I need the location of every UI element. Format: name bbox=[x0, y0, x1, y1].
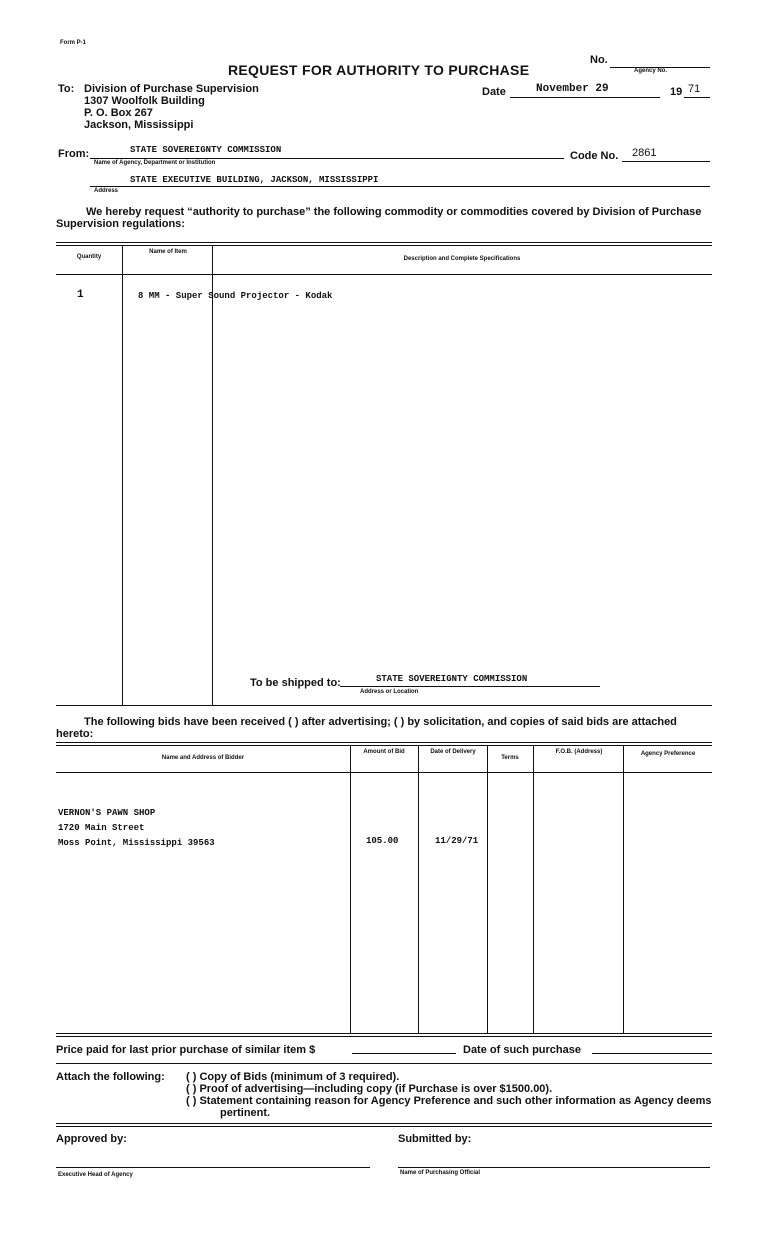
ship-underline bbox=[340, 686, 600, 687]
item-quantity: 1 bbox=[77, 289, 84, 301]
bids-col-divider-3 bbox=[487, 745, 488, 1033]
attach-list bbox=[186, 1071, 714, 1119]
bids-col-divider-2 bbox=[418, 745, 419, 1033]
year-underline bbox=[684, 97, 710, 98]
footer-rule-2 bbox=[56, 1123, 712, 1127]
from-label: From: bbox=[58, 148, 90, 160]
to-line: Jackson, Mississippi bbox=[84, 119, 194, 131]
name-header: Name of Item bbox=[149, 249, 187, 255]
bidder-line: Moss Point, Mississippi 39563 bbox=[58, 838, 215, 848]
attach-item-statement: ( ) Statement containing reason for Agency Preference and such other information as Agency deems pertinent. bbox=[186, 1095, 712, 1119]
submitted-signature-line bbox=[398, 1167, 710, 1168]
items-col-divider-1 bbox=[122, 245, 123, 705]
from-value: STATE SOVEREIGNTY COMMISSION bbox=[130, 145, 282, 155]
attach-label: Attach the following: bbox=[56, 1071, 165, 1083]
items-header-rule bbox=[56, 274, 712, 275]
prior-price-label: Price paid for last prior purchase of similar item $ bbox=[56, 1044, 316, 1056]
bids-col-divider-4 bbox=[533, 745, 534, 1033]
terms-header: Terms bbox=[501, 755, 519, 761]
prior-date-underline bbox=[592, 1053, 712, 1054]
to-address bbox=[84, 83, 259, 131]
to-line: Division of Purchase Supervision bbox=[84, 83, 259, 95]
to-label: To: bbox=[58, 83, 75, 95]
approved-caption: Executive Head of Agency bbox=[58, 1172, 133, 1178]
preference-header: Agency Preference bbox=[640, 751, 696, 757]
from-underline bbox=[90, 158, 564, 159]
no-label: No. bbox=[590, 54, 608, 66]
address-value: STATE EXECUTIVE BUILDING, JACKSON, MISSISSIPPI bbox=[130, 175, 379, 185]
to-line: 1307 Woolfolk Building bbox=[84, 95, 205, 107]
bids-bottom-rule bbox=[56, 1033, 712, 1037]
bid-delivery-date: 11/29/71 bbox=[435, 836, 479, 846]
ship-caption: Address or Location bbox=[360, 689, 419, 695]
items-bottom-rule bbox=[56, 705, 712, 706]
bid-amount: 105.00 bbox=[366, 836, 399, 846]
agency-no-label: Agency No. bbox=[634, 68, 668, 74]
request-text: We hereby request “authority to purchase” the following commodity or commodities covered by Division of Purchase Supervision regulations: bbox=[56, 206, 702, 230]
bidder-name-address bbox=[58, 806, 215, 851]
bids-col-divider-5 bbox=[623, 745, 624, 1033]
ship-value: STATE SOVEREIGNTY COMMISSION bbox=[376, 674, 528, 684]
ship-label: To be shipped to: bbox=[250, 677, 341, 689]
submitted-caption: Name of Purchasing Official bbox=[400, 1170, 481, 1176]
bids-intro: The following bids have been received ( ) after advertising; ( ) by solicitation, and copies of said bids are attached hereto: bbox=[56, 716, 677, 740]
bids-col-divider-1 bbox=[350, 745, 351, 1033]
bidder-line: VERNON'S PAWN SHOP bbox=[58, 808, 156, 818]
bids-header-rule bbox=[56, 772, 712, 773]
submitted-label: Submitted by: bbox=[398, 1133, 472, 1145]
date-value: November 29 bbox=[536, 83, 609, 95]
attach-item-bids: ( ) Copy of Bids (minimum of 3 required). bbox=[186, 1071, 400, 1083]
item-description: 8 MM - Super Sound Projector - Kodak bbox=[138, 291, 333, 301]
bidder-header: Name and Address of Bidder bbox=[161, 755, 245, 761]
address-underline bbox=[90, 186, 710, 187]
address-caption: Address bbox=[94, 188, 119, 194]
description-header: Description and Complete Specifications bbox=[403, 256, 521, 262]
form-number: Form P-1 bbox=[60, 40, 87, 46]
year-value: 71 bbox=[688, 83, 701, 95]
year-prefix: 19 bbox=[670, 86, 683, 98]
approved-signature-line bbox=[56, 1167, 370, 1168]
approved-label: Approved by: bbox=[56, 1133, 127, 1145]
date-underline bbox=[510, 97, 660, 98]
amount-header: Amount of Bid bbox=[363, 749, 405, 755]
bidder-line: 1720 Main Street bbox=[58, 823, 145, 833]
prior-date-label: Date of such purchase bbox=[463, 1044, 581, 1056]
fob-header: F.O.B. (Address) bbox=[555, 749, 603, 755]
items-col-divider-2 bbox=[212, 245, 213, 705]
attach-item-advertising: ( ) Proof of advertising—including copy (if Purchase is over $1500.00). bbox=[186, 1083, 553, 1095]
code-underline bbox=[622, 161, 710, 162]
code-value: 2861 bbox=[632, 147, 657, 159]
quantity-header: Quantity bbox=[76, 254, 102, 260]
code-label: Code No. bbox=[570, 150, 619, 162]
to-line: P. O. Box 267 bbox=[84, 107, 153, 119]
form-title: REQUEST FOR AUTHORITY TO PURCHASE bbox=[228, 62, 530, 78]
prior-price-underline bbox=[352, 1053, 456, 1054]
items-top-rule bbox=[56, 242, 712, 246]
date-label: Date bbox=[482, 86, 506, 98]
footer-rule-1 bbox=[56, 1063, 712, 1064]
bids-top-rule bbox=[56, 742, 712, 746]
delivery-header: Date of Delivery bbox=[430, 749, 476, 755]
from-caption: Name of Agency, Department or Institution bbox=[94, 160, 216, 166]
